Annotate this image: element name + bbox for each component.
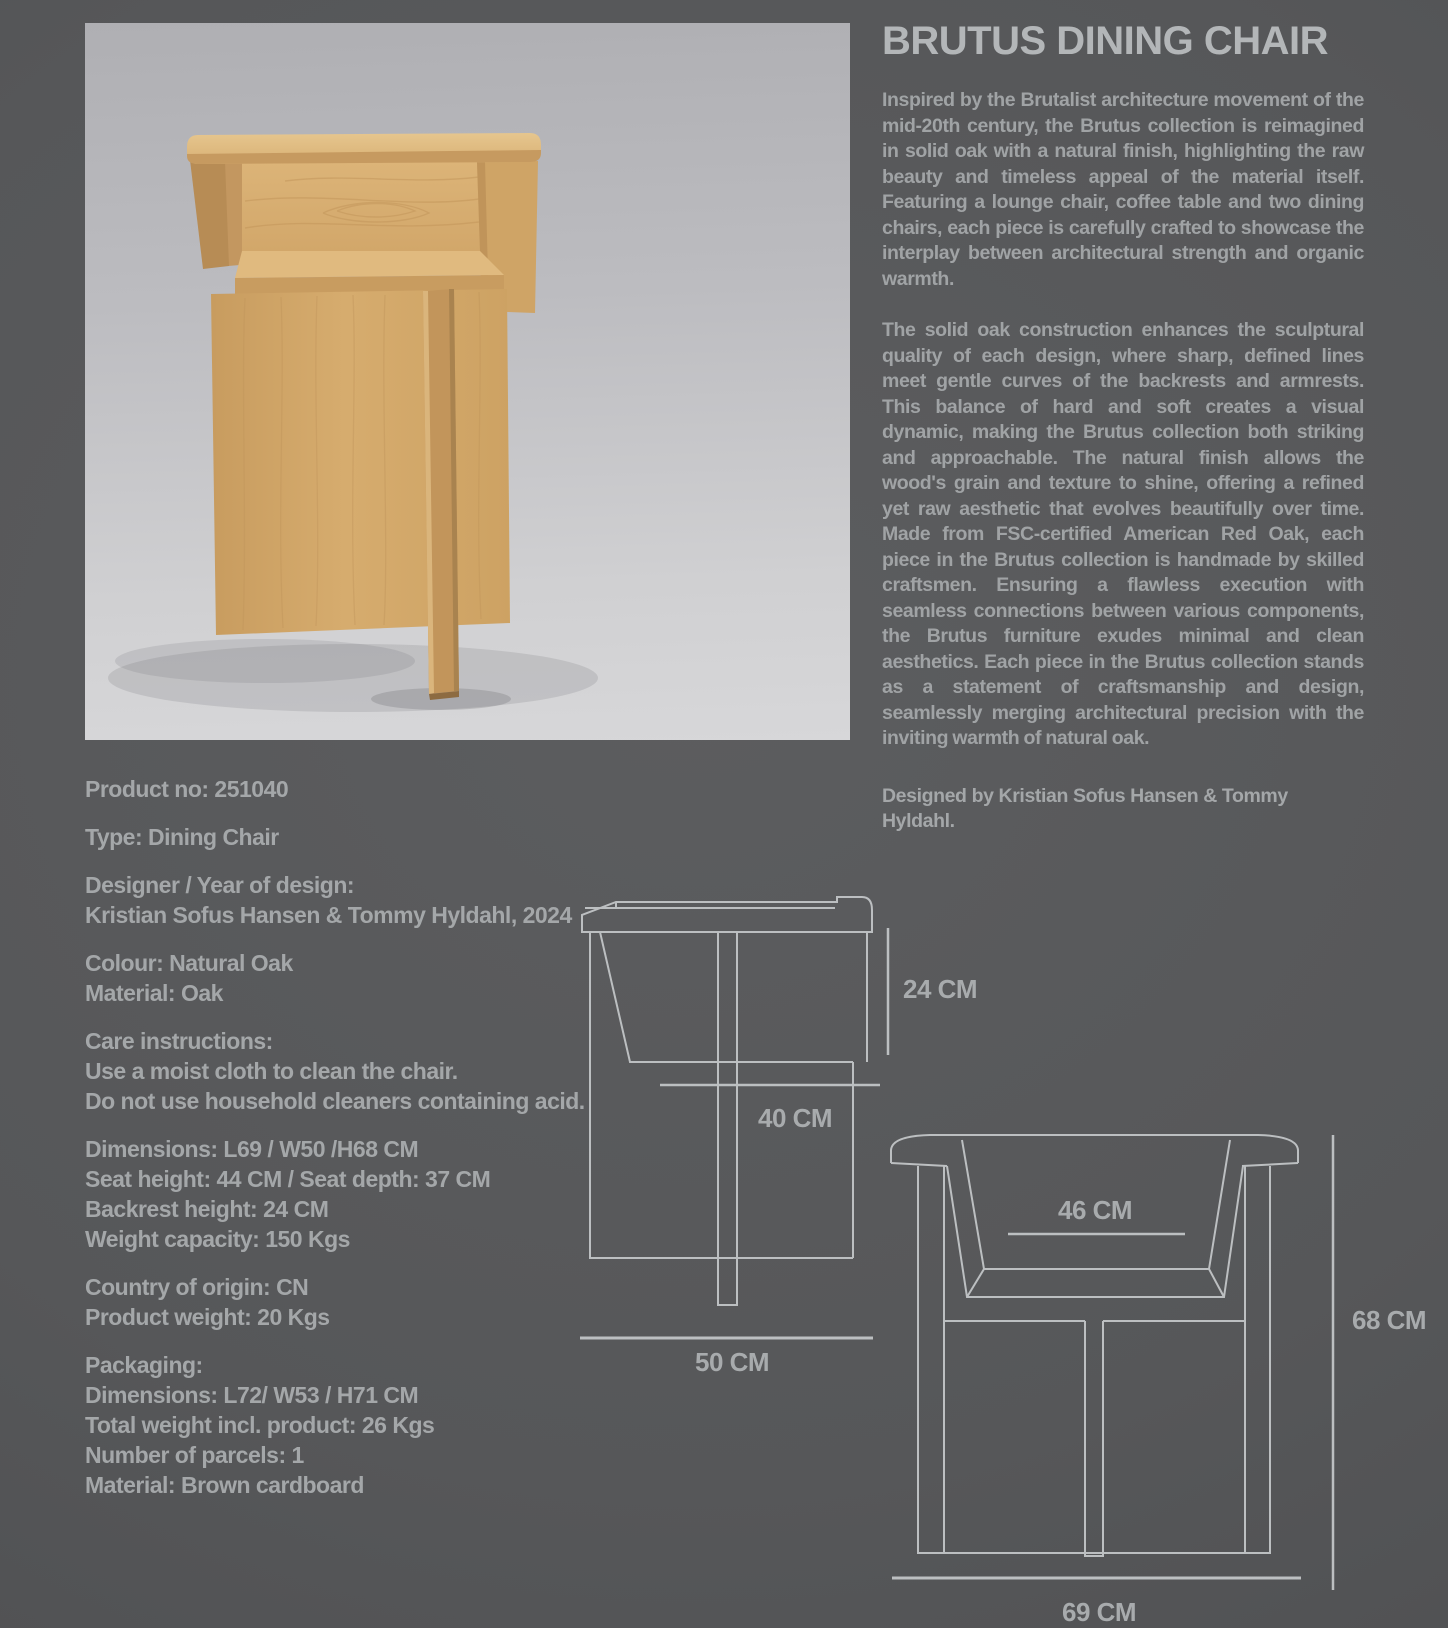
spec-line: Type: Dining Chair xyxy=(85,824,279,850)
chair-illustration xyxy=(85,23,850,740)
spec-line: Seat height: 44 CM / Seat depth: 37 CM xyxy=(85,1166,491,1192)
spec-group-origin-weight xyxy=(85,1272,605,1332)
front-view-linework xyxy=(880,1125,1448,1605)
dim-label-total-length: 69 CM xyxy=(1062,1597,1137,1627)
spec-line: Backrest height: 24 CM xyxy=(85,1196,329,1222)
intro-paragraph-1: Inspired by the Brutalist architecture movement of the mid-20th century, the Brutus collection is reimagined in solid oak with a natural finish, highlighting the raw beauty and timeless appeal of the material itself. Featuring a lounge chair, coffee table and two dining chairs, each piece is carefully crafted to showcase the interplay between architectural strength and organic warmth. xyxy=(882,89,1364,290)
dim-label-backrest-height: 24 CM xyxy=(903,974,978,1004)
spec-group-type xyxy=(85,822,605,852)
spec-line: Care instructions: xyxy=(85,1028,273,1054)
spec-line: Kristian Sofus Hansen & Tommy Hyldahl, 2024 xyxy=(85,902,572,928)
spec-list xyxy=(85,774,605,1518)
spec-line: Product weight: 20 Kgs xyxy=(85,1304,330,1330)
spec-line: Material: Brown cardboard xyxy=(85,1472,364,1498)
spec-group-colour-material xyxy=(85,948,605,1008)
dim-label-total-height: 68 CM xyxy=(1352,1305,1427,1335)
spec-line: Total weight incl. product: 26 Kgs xyxy=(85,1412,435,1438)
spec-group-product-no xyxy=(85,774,605,804)
spec-line: Colour: Natural Oak xyxy=(85,950,293,976)
spec-line: Do not use household cleaners containing acid. xyxy=(85,1088,585,1114)
spec-group-dimensions xyxy=(85,1134,605,1254)
product-photo xyxy=(85,23,850,740)
spec-line: Packaging: xyxy=(85,1352,203,1378)
dim-label-width-side: 50 CM xyxy=(695,1347,770,1377)
spec-group-packaging xyxy=(85,1350,605,1500)
spec-group-designer xyxy=(85,870,605,930)
spec-line: Designer / Year of design: xyxy=(85,872,355,898)
dim-label-seat-depth: 40 CM xyxy=(758,1103,833,1133)
front-view-diagram xyxy=(880,1125,1448,1605)
spec-line: Dimensions: L69 / W50 /H68 CM xyxy=(85,1136,419,1162)
spec-line: Material: Oak xyxy=(85,980,223,1006)
design-credit: Designed by Kristian Sofus Hansen & Tommy Hyldahl. xyxy=(882,784,1288,832)
dim-label-seat-width: 46 CM xyxy=(1058,1195,1133,1225)
spec-group-care xyxy=(85,1026,605,1116)
intro-column xyxy=(882,18,1364,832)
spec-line: Product no: 251040 xyxy=(85,776,289,802)
intro-paragraph-2: The solid oak construction enhances the sculptural quality of each design, where sharp, defined lines meet gentle curves of the backrests and armrests. This balance of hard and soft creates a visual dynamic, making the Brutus collection both striking and approachable. The natural finish allows the wood's grain and texture to shine, offering a refined yet raw aesthetic that evolves beautifully over time. Made from FSC-certified American Red Oak, each piece in the Brutus collection is handmade by skilled craftsmen. Ensuring a flawless execution with seamless connections between various components, the Brutus furniture exudes minimal and clean aesthetics. Each piece in the Brutus collection stands as a statement of craftsmanship and design, seamlessly merging architectural precision with the inviting warmth of natural oak. xyxy=(882,319,1364,749)
spec-line: Number of parcels: 1 xyxy=(85,1442,304,1468)
page-title: BRUTUS DINING CHAIR xyxy=(882,19,1329,63)
spec-line: Use a moist cloth to clean the chair. xyxy=(85,1058,458,1084)
spec-line: Dimensions: L72/ W53 / H71 CM xyxy=(85,1382,419,1408)
spec-line: Country of origin: CN xyxy=(85,1274,309,1300)
spec-line: Weight capacity: 150 Kgs xyxy=(85,1226,350,1252)
